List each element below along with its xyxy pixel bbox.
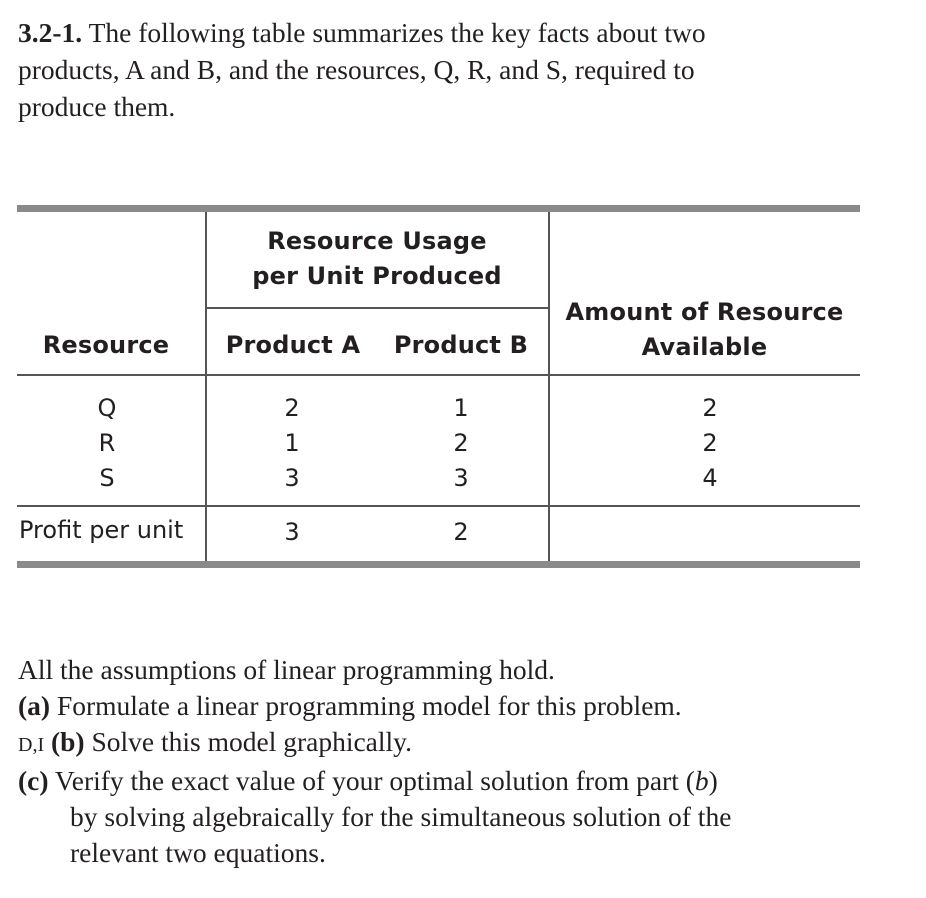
- part-c-line-3: relevant two equations.: [70, 837, 326, 868]
- part-c: [18, 763, 878, 799]
- product-a-cell: 3: [284, 464, 300, 492]
- problem-number: 3.2-1.: [18, 17, 83, 48]
- header-resource: Resource: [42, 331, 170, 359]
- header-product-a: Product A: [225, 331, 361, 359]
- part-c-text-italic: b: [694, 765, 709, 796]
- problem-intro: [18, 14, 868, 125]
- table-bottom-rule: [17, 561, 860, 568]
- part-a-label: (a): [18, 690, 51, 721]
- product-a-cell: 1: [284, 429, 300, 457]
- resource-cell: Q: [97, 394, 117, 422]
- resource-cell: R: [98, 429, 116, 457]
- available-cell: 4: [702, 464, 718, 492]
- resource-cell: S: [99, 464, 115, 492]
- group-header-rule: [206, 307, 549, 309]
- product-b-cell: 2: [453, 429, 469, 457]
- column-divider-2: [548, 212, 550, 561]
- product-a-cell: 2: [284, 394, 300, 422]
- assumptions-line: All the assumptions of linear programming hold.: [18, 654, 555, 685]
- intro-line-2: products, A and B, and the resources, Q, R, and S, required to: [18, 54, 695, 85]
- profit-product-a: 3: [284, 518, 300, 546]
- intro-line-1: The following table summarizes the key facts about two: [88, 17, 706, 48]
- available-column: [690, 391, 730, 496]
- part-b-tag: D,I: [18, 734, 45, 756]
- resource-column: [87, 391, 127, 496]
- part-c-line-2: by solving algebraically for the simultaneous solution of the: [70, 801, 732, 832]
- intro-line-3: produce them.: [18, 91, 176, 122]
- part-b: [18, 724, 878, 763]
- resource-table: [17, 205, 860, 568]
- header-bottom-rule: [17, 374, 860, 376]
- part-a: [18, 688, 878, 724]
- profit-top-rule: [17, 505, 860, 507]
- product-b-cell: 3: [453, 464, 469, 492]
- part-b-text: Solve this model graphically.: [91, 726, 413, 757]
- header-product-b: Product B: [393, 331, 529, 359]
- available-cell: 2: [702, 429, 718, 457]
- product-b-column: [441, 391, 481, 496]
- problem-parts: [18, 652, 878, 871]
- part-c-text-pre: Verify the exact value of your optimal solution from part (: [54, 765, 695, 796]
- part-c-label: (c): [18, 765, 49, 796]
- part-c-text-post: ): [708, 765, 718, 796]
- part-b-label: (b): [50, 726, 85, 757]
- profit-product-b: 2: [453, 518, 469, 546]
- table-top-rule: [17, 205, 860, 212]
- header-resource-usage: Resource Usage per Unit Produced: [252, 227, 502, 290]
- part-a-text: Formulate a linear programming model for this problem.: [56, 690, 682, 721]
- product-a-column: [272, 391, 312, 496]
- available-cell: 2: [702, 394, 718, 422]
- product-b-cell: 1: [453, 394, 469, 422]
- profit-label: Profit per unit: [19, 516, 184, 544]
- header-amount-available: Amount of Resource Available: [565, 298, 844, 361]
